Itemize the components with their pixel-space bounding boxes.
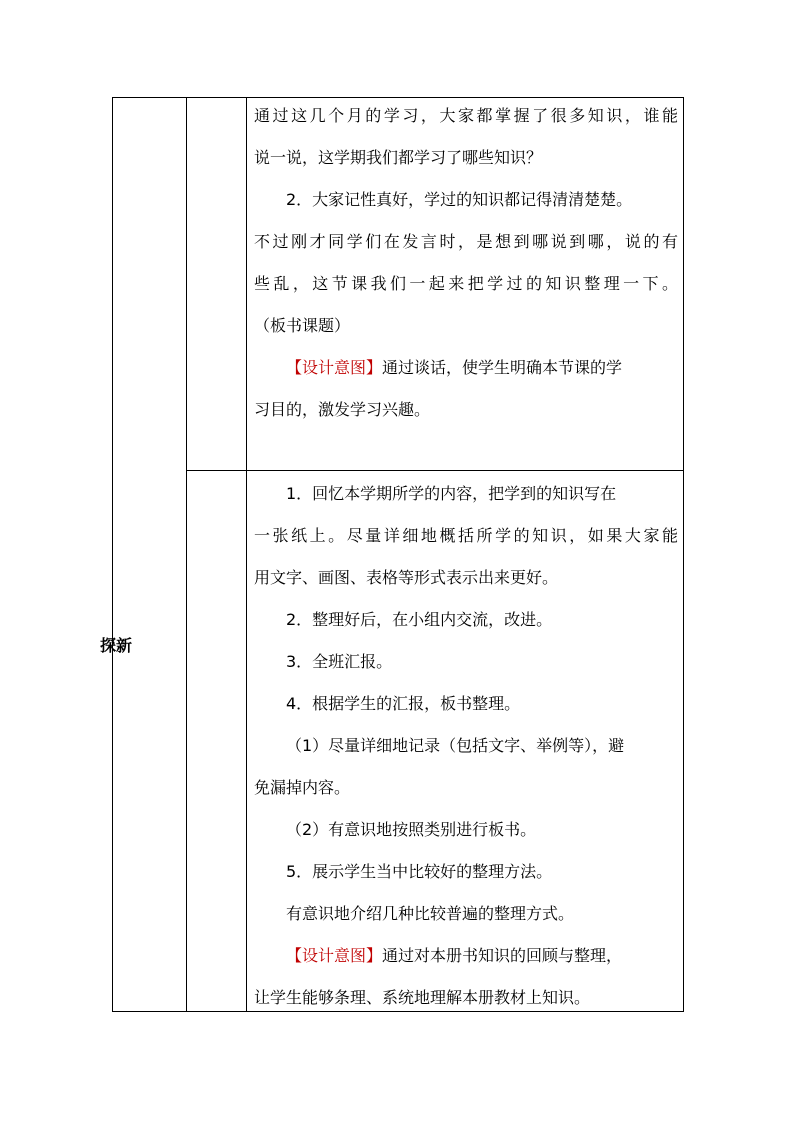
text-line: 一张纸上。尽量详细地概括所学的知识，如果大家能 (254, 526, 678, 545)
text-line: 1．回忆本学期所学的内容，把学到的知识写在 (286, 484, 617, 503)
text-line: （1）尽量详细地记录（包括文字、举例等），避 (286, 736, 625, 755)
text-line: 免漏掉内容。 (254, 778, 351, 797)
text-line: （板书课题） (254, 316, 351, 335)
design-intent-text: 通过谈话，使学生明确本节课的学 (382, 358, 623, 377)
section-label-tanxin: 探新 (99, 636, 132, 655)
design-intent-tag: 【设计意图】 (286, 358, 383, 377)
text-line: 用文字、画图、表格等形式表示出来更好。 (254, 568, 559, 587)
text-line: （2）有意识地按照类别进行板书。 (286, 820, 537, 839)
design-intent-line (286, 944, 678, 968)
text-line: 通过这几个月的学习，大家都掌握了很多知识，谁能 (254, 106, 678, 125)
column-divider-1 (186, 98, 187, 1011)
text-line: 不过刚才同学们在发言时，是想到哪说到哪，说的有 (254, 232, 678, 251)
text-line: 4．根据学生的汇报，板书整理。 (286, 694, 521, 713)
text-line: 2．整理好后，在小组内交流，改进。 (286, 610, 553, 629)
text-line: 些乱，这节课我们一起来把学过的知识整理一下。 (254, 274, 678, 293)
column-divider-2 (246, 98, 247, 1011)
text-line: 让学生能够条理、系统地理解本册教材上知识。 (254, 988, 591, 1007)
design-intent-tag: 【设计意图】 (286, 946, 383, 965)
text-line: 习目的，激发学习兴趣。 (254, 400, 431, 419)
text-line: 说一说，这学期我们都学习了哪些知识？ (254, 148, 543, 167)
text-line: 5．展示学生当中比较好的整理方法。 (286, 862, 553, 881)
text-line: 3．全班汇报。 (286, 652, 393, 671)
design-intent-text: 通过对本册书知识的回顾与整理， (382, 946, 623, 965)
text-line: 有意识地介绍几种比较普遍的整理方式。 (286, 904, 575, 923)
text-line: 2．大家记性真好，学过的知识都记得清清楚楚。 (286, 190, 633, 209)
bottom-cell-content (254, 0, 678, 1012)
